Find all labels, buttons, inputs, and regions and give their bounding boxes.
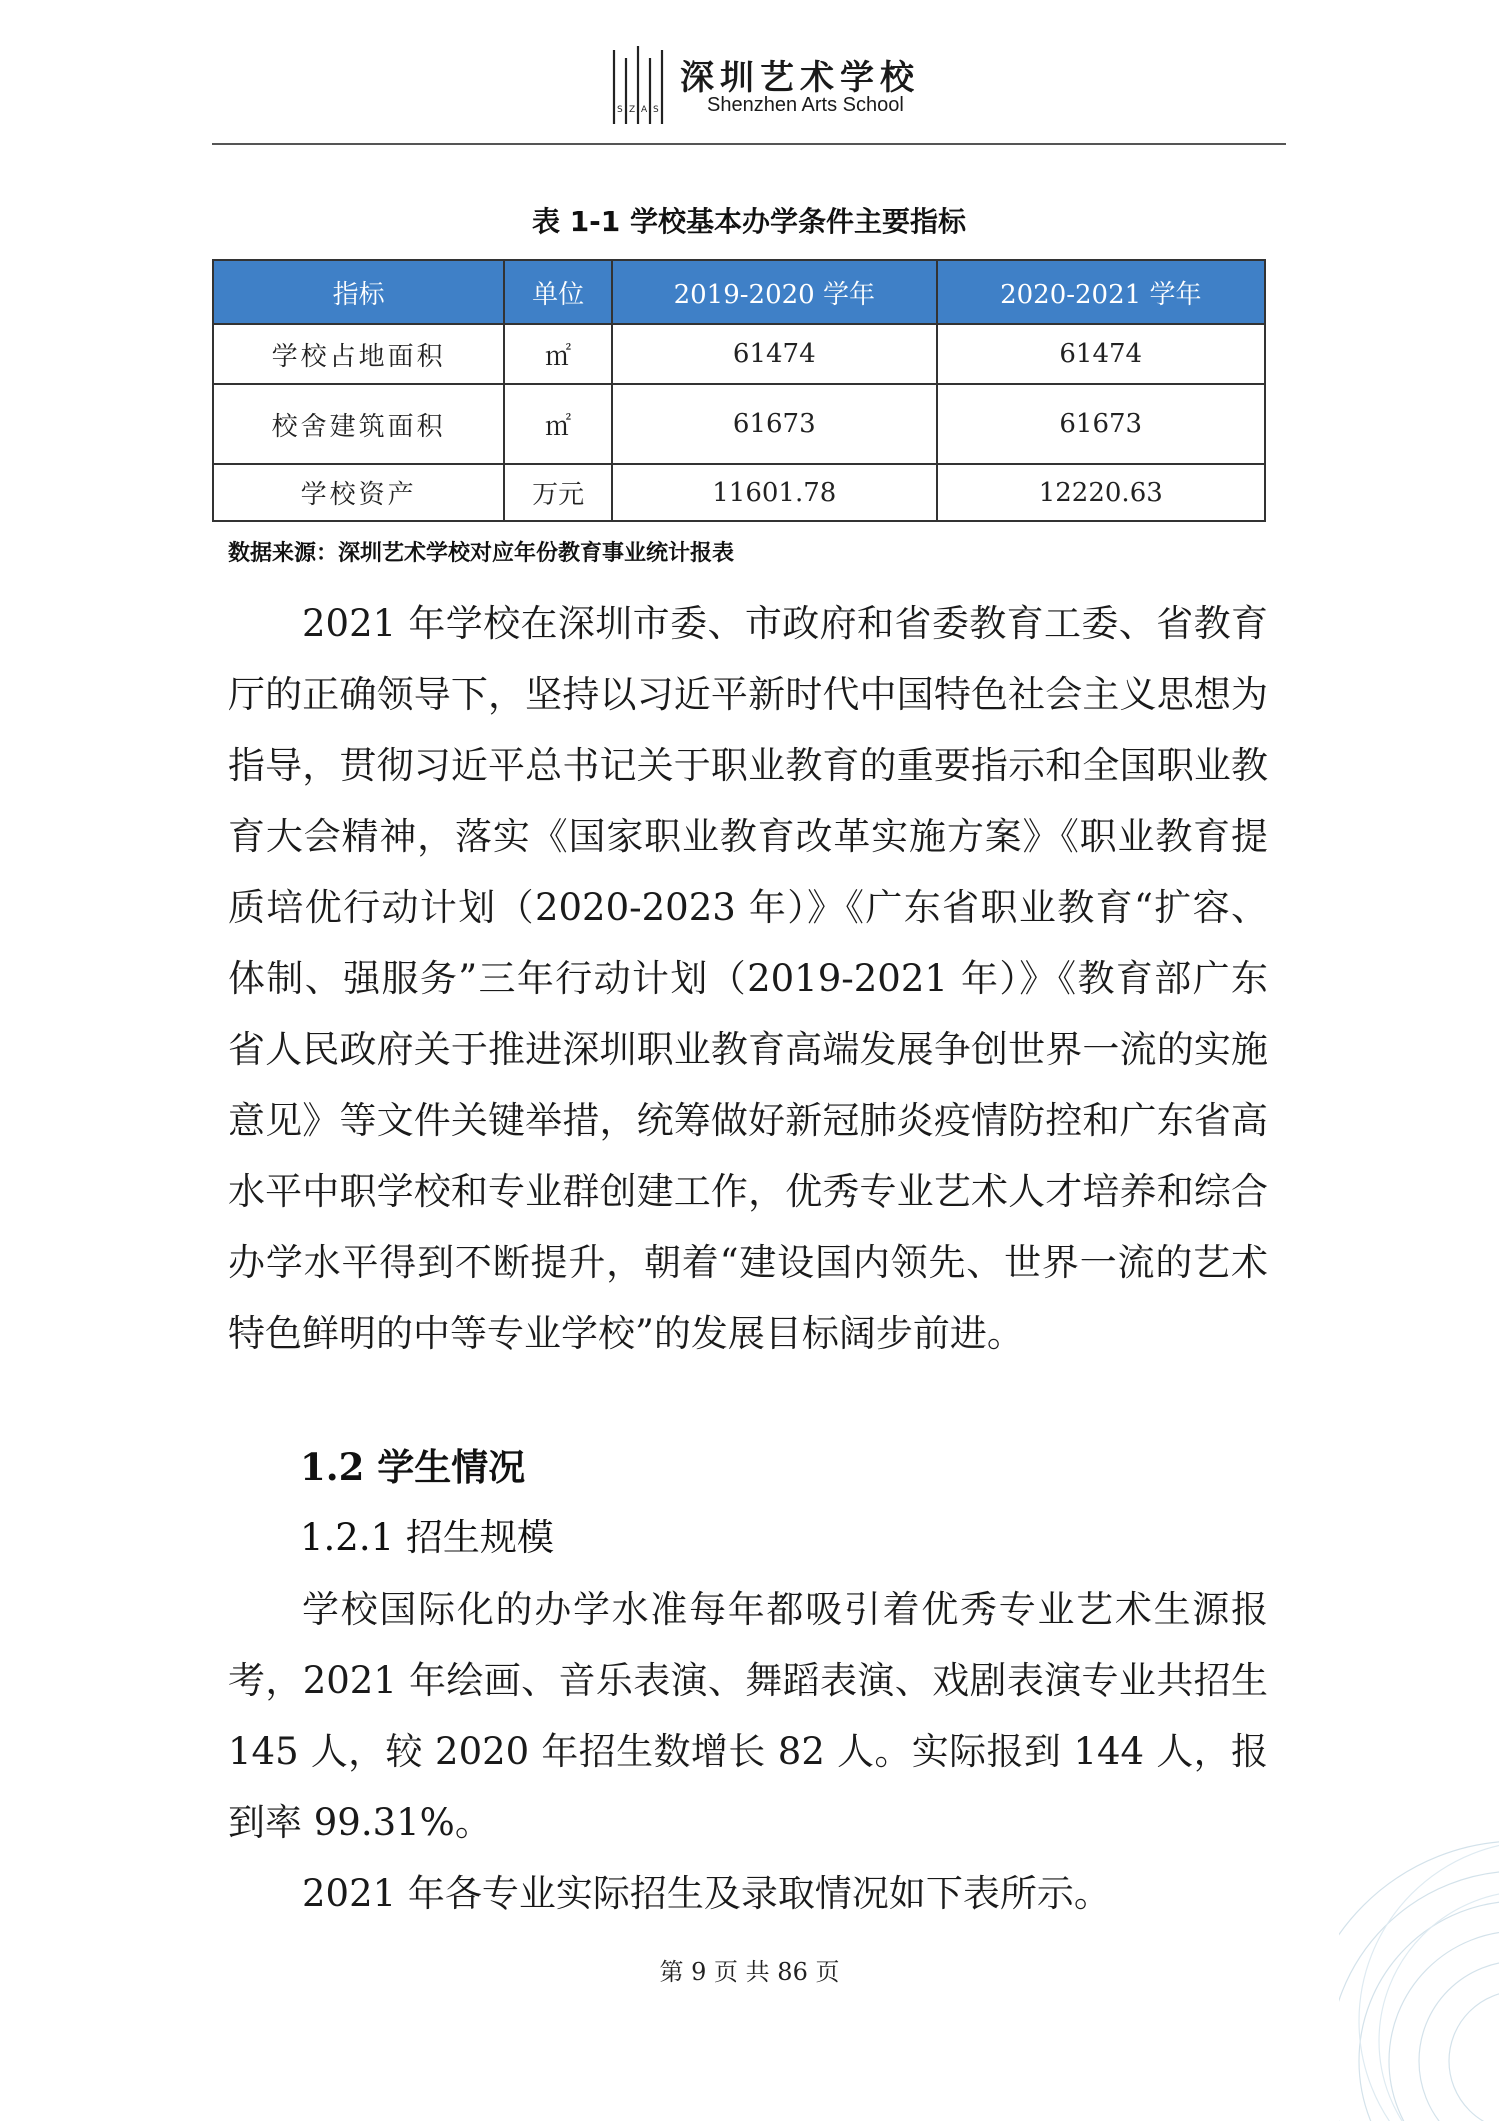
page-header	[600, 46, 960, 126]
school-logo-icon	[608, 46, 668, 126]
table-row	[213, 464, 1265, 521]
table-cell: 11601.78	[612, 464, 936, 521]
table-cell: 12220.63	[937, 464, 1265, 521]
table-cell: 万元	[504, 464, 612, 521]
table-cell: ㎡	[504, 384, 612, 464]
logo-letter: Z	[629, 105, 636, 115]
school-name-en: Shenzhen Arts School	[707, 94, 904, 116]
table-cell: 61673	[937, 384, 1265, 464]
table-cell: 61474	[937, 324, 1265, 384]
table-cell: 学校占地面积	[213, 324, 504, 384]
logo-letter: A	[641, 105, 648, 115]
section-heading: 1.2 学生情况	[300, 1445, 526, 1489]
decorative-circles	[1339, 1681, 1499, 2121]
table-row	[213, 384, 1265, 464]
table-cell: 校舍建筑面积	[213, 384, 504, 464]
logo-letter: S	[653, 105, 659, 115]
table-cell: ㎡	[504, 324, 612, 384]
column-header: 2019-2020 学年	[612, 260, 936, 324]
table-cell: 学校资产	[213, 464, 504, 521]
table-cell: 61673	[612, 384, 936, 464]
body-paragraph: 学校国际化的办学水准每年都吸引着优秀专业艺术生源报考，2021 年绘画、音乐表演、舞蹈表演、戏剧表演专业共招生 145 人，较 2020 年招生数增长 82 人。实际报到 144 人，报到率 99.31%。	[228, 1588, 1268, 1844]
school-name-cn: 深圳艺术学校	[680, 58, 920, 98]
column-header: 2020-2021 学年	[937, 260, 1265, 324]
table-caption: 表 1-1 学校基本办学条件主要指标	[531, 205, 967, 238]
table-row	[213, 324, 1265, 384]
header-divider	[212, 143, 1286, 145]
column-header: 单位	[504, 260, 612, 324]
data-source-note: 数据来源：深圳艺术学校对应年份教育事业统计报表	[228, 541, 735, 566]
subsection-heading: 1.2.1 招生规模	[300, 1516, 554, 1559]
page-number: 第 9 页 共 86 页	[659, 1958, 840, 1986]
indicators-table	[212, 259, 1266, 522]
column-header: 指标	[213, 260, 504, 324]
body-paragraph: 2021 年学校在深圳市委、市政府和省委教育工委、省教育厅的正确领导下，坚持以习近平新时代中国特色社会主义思想为指导，贯彻习近平总书记关于职业教育的重要指示和全国职业教育大会精神，落实《国家职业教育改革实施方案》《职业教育提质培优行动计划（2020-2023 年）》《广东省职业教育“扩容、体制、强服务”三年行动计划（2019-2021 年）》《教育部广东省人民政府关于推进深圳职业教育高端发展争创世界一流的实施意见》等文件关键举措，统筹做好新冠肺炎疫情防控和广东省高水平中职学校和专业群创建工作，优秀专业艺术人才培养和综合办学水平得到不断提升，朝着“建设国内领先、世界一流的艺术特色鲜明的中等专业学校”的发展目标阔步前进。	[228, 602, 1268, 1355]
body-paragraph: 2021 年各专业实际招生及录取情况如下表所示。	[302, 1872, 1111, 1915]
table-cell: 61474	[612, 324, 936, 384]
table-header-row	[213, 260, 1265, 324]
logo-letter: S	[617, 105, 623, 115]
